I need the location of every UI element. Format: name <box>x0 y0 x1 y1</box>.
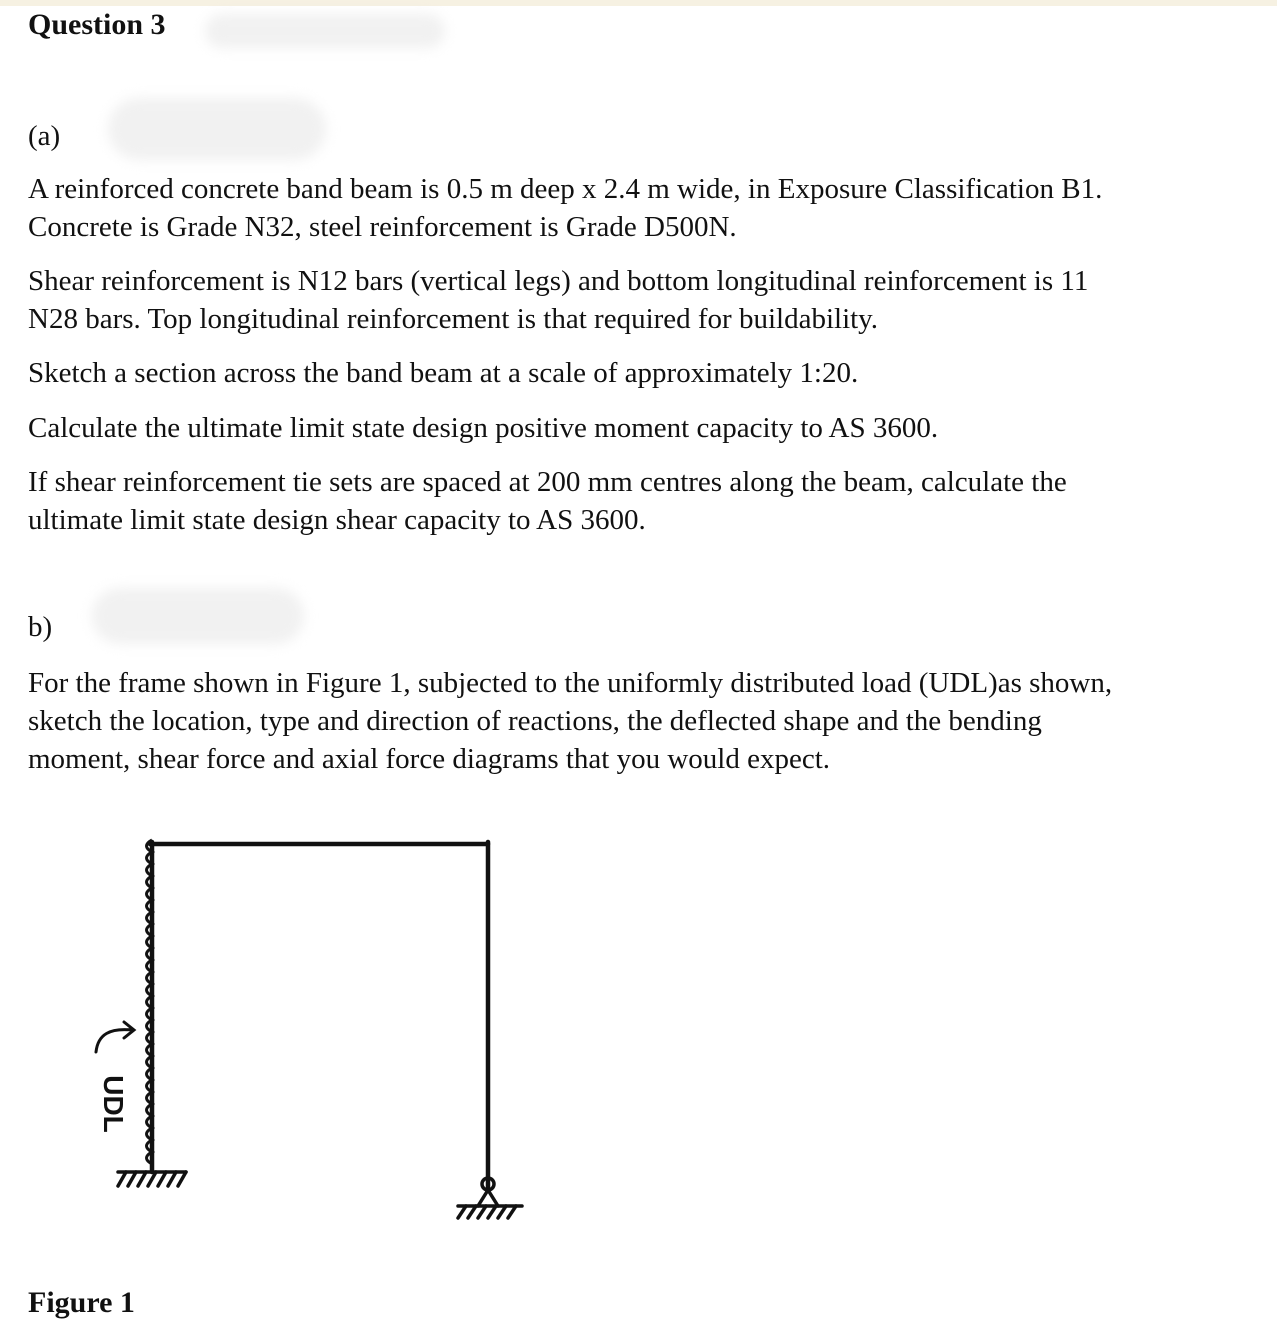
udl-label: UDL <box>98 1075 129 1133</box>
part-a-paragraph-3: Sketch a section across the band beam at a scale of approximately 1:20. <box>28 357 859 389</box>
part-b-label: b) <box>28 611 53 643</box>
figure-caption: Figure 1 <box>28 1286 135 1319</box>
frame-figure <box>60 820 560 1240</box>
udl-pointer-arrow <box>96 1022 134 1052</box>
part-a-label: (a) <box>28 120 61 152</box>
frame <box>150 842 488 1188</box>
redacted-area <box>205 14 445 48</box>
part-a-paragraph-5: If shear reinforcement tie sets are spaced at 200 mm centres along the beam, calculate the ultimate limit state design shear capacity to AS 3600. <box>28 466 1067 536</box>
redacted-area <box>108 98 326 160</box>
top-edge-strip <box>0 0 1277 6</box>
part-a-paragraph-2: Shear reinforcement is N12 bars (vertical legs) and bottom longitudinal reinforcement is 11 N28 bars. Top longitudinal reinforcement is that required for buildability. <box>28 265 1089 335</box>
part-a-paragraph-4: Calculate the ultimate limit state design positive moment capacity to AS 3600. <box>28 412 939 444</box>
question-title: Question 3 <box>28 8 166 41</box>
part-a-paragraph-1: A reinforced concrete band beam is 0.5 m deep x 2.4 m wide, in Exposure Classification B1. Concrete is Grade N32, steel reinforcement is Grade D500N. <box>28 173 1103 243</box>
redacted-area <box>92 588 304 644</box>
part-b-paragraph: For the frame shown in Figure 1, subjected to the uniformly distributed load (UDL)as shown, sketch the location, type and direction of reactions, the deflected shape and the bending moment, shear force and axial force diagrams that you would expect. <box>28 667 1113 775</box>
